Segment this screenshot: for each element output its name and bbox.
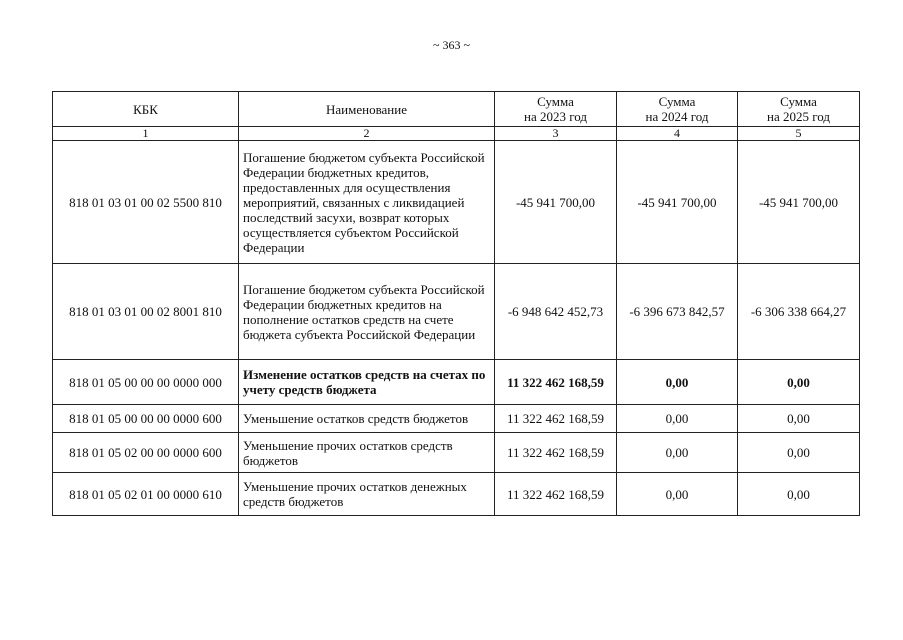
sum-2025-cell: -6 306 338 664,27 bbox=[738, 264, 860, 360]
header-sum-2025 bbox=[738, 92, 860, 127]
table-row bbox=[53, 473, 860, 516]
sum-2025-cell: 0,00 bbox=[738, 433, 860, 473]
column-number: 5 bbox=[738, 127, 860, 141]
name-cell: Уменьшение остатков средств бюджетов bbox=[239, 405, 495, 433]
column-number: 3 bbox=[495, 127, 617, 141]
header-sum-2023-line1: Сумма bbox=[537, 94, 574, 109]
sum-2025-cell: 0,00 bbox=[738, 405, 860, 433]
column-number: 4 bbox=[617, 127, 738, 141]
kbk-cell: 818 01 05 02 00 00 0000 600 bbox=[53, 433, 239, 473]
sum-2023-cell: -45 941 700,00 bbox=[495, 141, 617, 264]
header-name: Наименование bbox=[239, 92, 495, 127]
name-cell: Уменьшение прочих остатков средств бюджетов bbox=[239, 433, 495, 473]
sum-2024-cell: 0,00 bbox=[617, 405, 738, 433]
name-cell: Изменение остатков средств на счетах по учету средств бюджета bbox=[239, 360, 495, 405]
table-row bbox=[53, 405, 860, 433]
sum-2025-cell: 0,00 bbox=[738, 473, 860, 516]
sum-2023-cell: 11 322 462 168,59 bbox=[495, 473, 617, 516]
table-row bbox=[53, 264, 860, 360]
header-sum-2023-line2: на 2023 год bbox=[524, 109, 587, 124]
header-sum-2025-line2: на 2025 год bbox=[767, 109, 830, 124]
kbk-cell: 818 01 05 02 01 00 0000 610 bbox=[53, 473, 239, 516]
kbk-cell: 818 01 03 01 00 02 5500 810 bbox=[53, 141, 239, 264]
header-sum-2025-line1: Сумма bbox=[780, 94, 817, 109]
budget-table bbox=[52, 91, 860, 516]
table-row bbox=[53, 360, 860, 405]
column-number: 1 bbox=[53, 127, 239, 141]
table-row bbox=[53, 141, 860, 264]
sum-2024-cell: -45 941 700,00 bbox=[617, 141, 738, 264]
name-cell: Погашение бюджетом субъекта Российской Федерации бюджетных кредитов на пополнение остатков средств на счете бюджета субъекта Российской Федерации bbox=[239, 264, 495, 360]
kbk-cell: 818 01 05 00 00 00 0000 000 bbox=[53, 360, 239, 405]
header-sum-2024-line2: на 2024 год bbox=[645, 109, 709, 124]
sum-2024-cell: 0,00 bbox=[617, 360, 738, 405]
sum-2023-cell: 11 322 462 168,59 bbox=[495, 405, 617, 433]
kbk-cell: 818 01 03 01 00 02 8001 810 bbox=[53, 264, 239, 360]
sum-2023-cell: 11 322 462 168,59 bbox=[495, 433, 617, 473]
table-header-row bbox=[53, 92, 860, 127]
sum-2025-cell: 0,00 bbox=[738, 360, 860, 405]
header-sum-2024-line1: Сумма bbox=[658, 94, 696, 109]
name-cell: Уменьшение прочих остатков денежных средств бюджетов bbox=[239, 473, 495, 516]
sum-2024-cell: 0,00 bbox=[617, 473, 738, 516]
column-number-row bbox=[53, 127, 860, 141]
sum-2024-cell: -6 396 673 842,57 bbox=[617, 264, 738, 360]
page-number: ~ 363 ~ bbox=[433, 38, 470, 52]
header-sum-2023 bbox=[495, 92, 617, 127]
column-number: 2 bbox=[239, 127, 495, 141]
header-sum-2024 bbox=[617, 92, 738, 127]
header-kbk: КБК bbox=[53, 92, 239, 127]
name-cell: Погашение бюджетом субъекта Российской Федерации бюджетных кредитов, предоставленных для осуществления мероприятий, связанных с ликвидацией последствий засухи, возврат которых осуществляется субъектом Российской Федерации bbox=[239, 141, 495, 264]
sum-2025-cell: -45 941 700,00 bbox=[738, 141, 860, 264]
table-row bbox=[53, 433, 860, 473]
sum-2024-cell: 0,00 bbox=[617, 433, 738, 473]
sum-2023-cell: 11 322 462 168,59 bbox=[495, 360, 617, 405]
sum-2023-cell: -6 948 642 452,73 bbox=[495, 264, 617, 360]
kbk-cell: 818 01 05 00 00 00 0000 600 bbox=[53, 405, 239, 433]
